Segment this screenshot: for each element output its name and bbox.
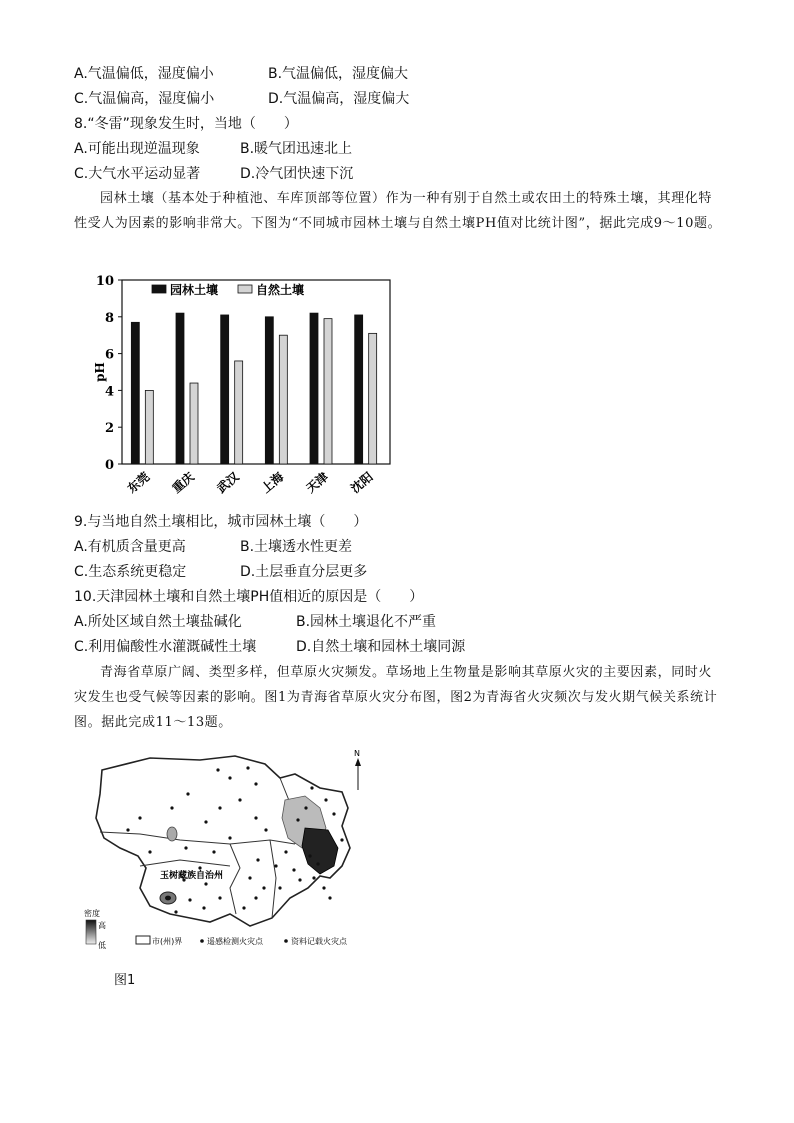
density-scale-bar: [86, 920, 96, 944]
north-label: N: [354, 749, 360, 758]
y-tick-label: 8: [104, 310, 114, 326]
plot-frame: [122, 280, 390, 464]
q8-option-d: D.冷气团快速下沉: [240, 166, 354, 182]
y-tick-label: 10: [95, 274, 114, 289]
fire-point: [254, 782, 257, 785]
fire-point: [218, 896, 221, 899]
bar-natural-5: [369, 333, 377, 464]
fire-point: [170, 806, 173, 809]
legend-label: 园林土壤: [170, 283, 219, 297]
bar-garden-0: [131, 322, 139, 464]
fire-point: [328, 896, 331, 899]
fire-point: [188, 898, 191, 901]
passage-qinghai-fire: 青海省草原广阔、类型多样，但草原火灾频发。草场地上生物量是影响其草原火灾的主要因素，同时火灾发生也受气候等因素的影响。图1为青海省草原火灾分布图，图2为青海省火灾频次与发火期气候关系统计图。据此完成11～13题。: [74, 665, 718, 730]
fire-point: [254, 816, 257, 819]
density-patch-small: [167, 827, 177, 841]
q7-option-b: B.气温偏低，湿度偏大: [268, 66, 409, 82]
fire-point: [316, 862, 319, 865]
fire-point: [264, 828, 267, 831]
density-patch-yushu-center: [165, 896, 171, 901]
fire-point: [212, 850, 215, 853]
legend-remote-swatch: [200, 939, 204, 943]
legend-record-label: 资料记载火灾点: [291, 937, 347, 946]
q10-option-b: B.园林土壤退化不严重: [296, 614, 437, 630]
q8-stem: 8.“冬雷”现象发生时，当地（ ）: [74, 116, 298, 132]
region-label: 玉树藏族自治州: [160, 871, 224, 881]
legend-record-swatch: [284, 939, 288, 943]
fire-point: [298, 878, 301, 881]
bar-garden-4: [310, 313, 318, 464]
fire-point: [278, 886, 281, 889]
fire-point: [216, 768, 219, 771]
fire-point: [218, 806, 221, 809]
fire-point: [332, 812, 335, 815]
legend-label: 自然土壤: [256, 283, 305, 297]
y-tick-label: 0: [104, 458, 114, 473]
bar-garden-3: [265, 317, 273, 464]
fire-point: [322, 886, 325, 889]
fire-point: [198, 866, 201, 869]
q7-option-a: A.气温偏低，湿度偏小: [74, 66, 214, 82]
q7-option-c: C.气温偏高，湿度偏小: [74, 91, 215, 107]
fire-point: [292, 868, 295, 871]
fire-point: [284, 850, 287, 853]
q8-option-a: A.可能出现逆温现象: [74, 141, 200, 157]
y-tick-label: 2: [104, 421, 114, 437]
bar-natural-4: [324, 319, 332, 464]
north-arrow-head-icon: [355, 758, 361, 766]
chart-legend: [152, 282, 304, 297]
x-tick-label: 武汉: [214, 469, 242, 496]
qinghai-fire-map: [80, 748, 380, 958]
fire-point: [186, 792, 189, 795]
fire-point: [304, 806, 307, 809]
q9-option-b: B.土壤透水性更差: [240, 539, 353, 555]
fire-point: [340, 838, 343, 841]
bar-natural-2: [235, 361, 243, 464]
fire-point: [254, 896, 257, 899]
y-axis-label: pH: [93, 362, 107, 382]
x-tick-label: 上海: [258, 469, 287, 496]
fire-point: [228, 776, 231, 779]
q7-option-d: D.气温偏高，湿度偏大: [268, 91, 410, 107]
legend-remote-label: 遥感检测火灾点: [207, 937, 263, 946]
bar-natural-3: [279, 335, 287, 464]
chart-bars: [131, 313, 376, 464]
bar-garden-2: [221, 315, 229, 464]
y-tick-label: 6: [104, 347, 114, 363]
legend-boundary-label: 市(州)界: [152, 937, 183, 946]
fire-point: [242, 906, 245, 909]
legend-swatch: [152, 285, 166, 293]
q10-option-a: A.所处区域自然土壤盐碱化: [74, 614, 242, 630]
x-tick-label: 东莞: [124, 469, 153, 496]
bar-garden-5: [355, 315, 363, 464]
q8-option-b: B.暖气团迅速北上: [240, 141, 353, 157]
fire-point: [138, 816, 141, 819]
q9-option-c: C.生态系统更稳定: [74, 564, 187, 580]
q8-option-c: C.大气水平运动显著: [74, 166, 201, 182]
fire-point: [126, 828, 129, 831]
fire-point: [274, 864, 277, 867]
ph-bar-chart: [90, 268, 410, 508]
bar-garden-1: [176, 313, 184, 464]
x-tick-label: 天津: [303, 469, 331, 496]
fire-point: [148, 850, 151, 853]
fire-point: [262, 886, 265, 889]
density-low-label: 低: [98, 941, 106, 950]
x-tick-label: 重庆: [169, 469, 197, 496]
y-tick-label: 4: [104, 384, 114, 400]
fire-point: [238, 798, 241, 801]
fire-point: [204, 882, 207, 885]
fire-point: [204, 820, 207, 823]
q9-stem: 9.与当地自然土壤相比，城市园林土壤（ ）: [74, 514, 368, 530]
q10-option-d: D.自然土壤和园林土壤同源: [296, 639, 466, 655]
fire-point: [324, 798, 327, 801]
bar-natural-1: [190, 383, 198, 464]
legend-boundary-swatch: [136, 936, 150, 944]
fire-point: [308, 854, 311, 857]
x-tick-label: 沈阳: [348, 469, 376, 496]
fire-point: [174, 910, 177, 913]
fire-point: [228, 836, 231, 839]
fire-point: [312, 876, 315, 879]
q9-option-a: A.有机质含量更高: [74, 539, 186, 555]
fire-point: [248, 876, 251, 879]
bar-natural-0: [145, 390, 153, 464]
fire-point: [296, 818, 299, 821]
fire-point: [246, 766, 249, 769]
q10-stem: 10.天津园林土壤和自然土壤PH值相近的原因是（ ）: [74, 589, 424, 605]
fire-point: [184, 846, 187, 849]
figure-caption: 图1: [114, 973, 136, 988]
density-high-label: 高: [98, 921, 106, 930]
density-title: 密度: [84, 909, 100, 918]
q10-option-c: C.利用偏酸性水灌溉碱性土壤: [74, 639, 257, 655]
fire-point: [202, 906, 205, 909]
legend-swatch: [238, 285, 252, 293]
fire-point: [256, 858, 259, 861]
passage-garden-soil: 园林土壤（基本处于种植池、车库顶部等位置）作为一种有别于自然土或农田土的特殊土壤，其理化特性受人为因素的影响非常大。下图为“不同城市园林土壤与自然土壤PH值对比统计图”，据此完成9～10题。: [74, 191, 722, 231]
fire-point: [310, 786, 313, 789]
q9-option-d: D.土层垂直分层更多: [240, 564, 368, 580]
